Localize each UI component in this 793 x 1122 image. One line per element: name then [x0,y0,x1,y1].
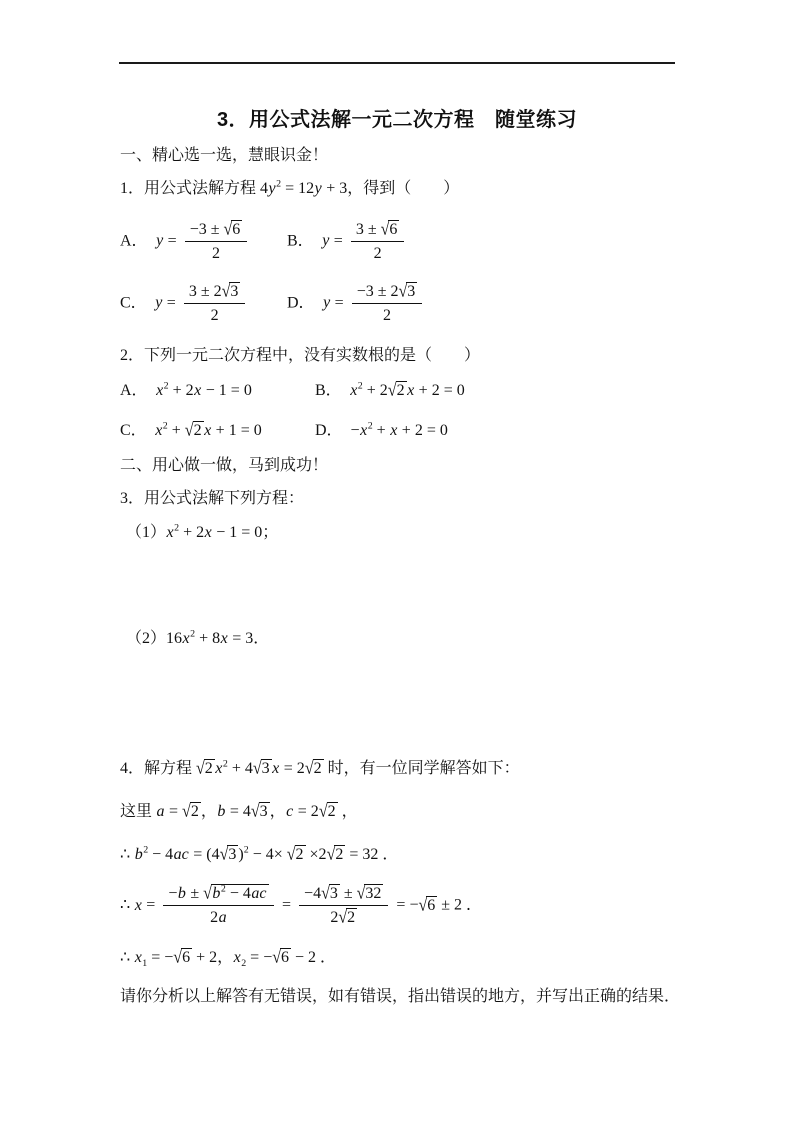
q4-roots-step: ∴ $x_1 = -√6 + 2$，$x_2 = -√6 - 2$ ． [120,947,337,970]
q3-part-2: $(2)16x^2 + 8x = 3$． [126,628,270,647]
header-rule [119,62,675,64]
closing-note: 请你分析以上解答有无错误，如有错误，指出错误的地方，并写出正确的结果． [120,988,681,1005]
question-2-stem: 2．下列一元二次方程中，没有实数根的是（ ） [120,347,481,364]
section-one-heading: 一、精心选一选，慧眼识金！ [120,147,329,164]
q1-option-b: B． y = $\frac{3 \pm √6}{2}$ [287,219,408,265]
q4-formula-step: ∴ x = $\frac{-b \pm √b^2 - 4ac}{2a}$ = $\frac{-4√3 \pm √32}{2√2}$ = −√6 ± 2 ． [120,883,483,928]
q2-option-b: B． $x^2 + 2√2$ x + 2 = 0 [315,380,465,400]
q1-option-a: A． y = $\frac{-3 \pm √6}{2}$ [120,219,251,265]
q4-discriminant-step: ∴ $b^2 - 4ac = (4√3$ )$^2$ − 4× √2 ×2√2 = 32 ． [120,844,399,864]
question-3-stem: 3．用公式法解下列方程： [120,490,305,507]
q2-option-a: A． $x^2 + 2x - 1 = 0$ [120,380,252,399]
doc-title: 3．用公式法解一元二次方程 随堂练习 [216,109,578,131]
q1-option-c: C． y = $\frac{3 \pm 2√3}{2}$ [120,281,249,327]
q4-given-values: 这里 a = √2 ，b = 4√3 ，c = 2√2 ， [120,801,358,821]
question-1-stem: 1．用公式法解方程 $4y^2 = 12y + 3$，得到（ ） [120,178,460,197]
section-two-heading: 二、用心做一做，马到成功！ [120,457,329,474]
question-4-stem: 4．解方程 √2 $x^2 + 4√3$ x = 2√2 时，有一位同学解答如下： [120,758,520,778]
q3-part-1: $(1)x^2 + 2x - 1 = 0$； [126,522,279,541]
q2-option-d: D． $-x^2 + x + 2 = 0$ [315,420,448,439]
q1-option-d: D． y = $\frac{-3 \pm 2√3}{2}$ [287,281,426,327]
q2-option-c: C． $x^2 + √2$ x + 1 = 0 [120,420,262,440]
